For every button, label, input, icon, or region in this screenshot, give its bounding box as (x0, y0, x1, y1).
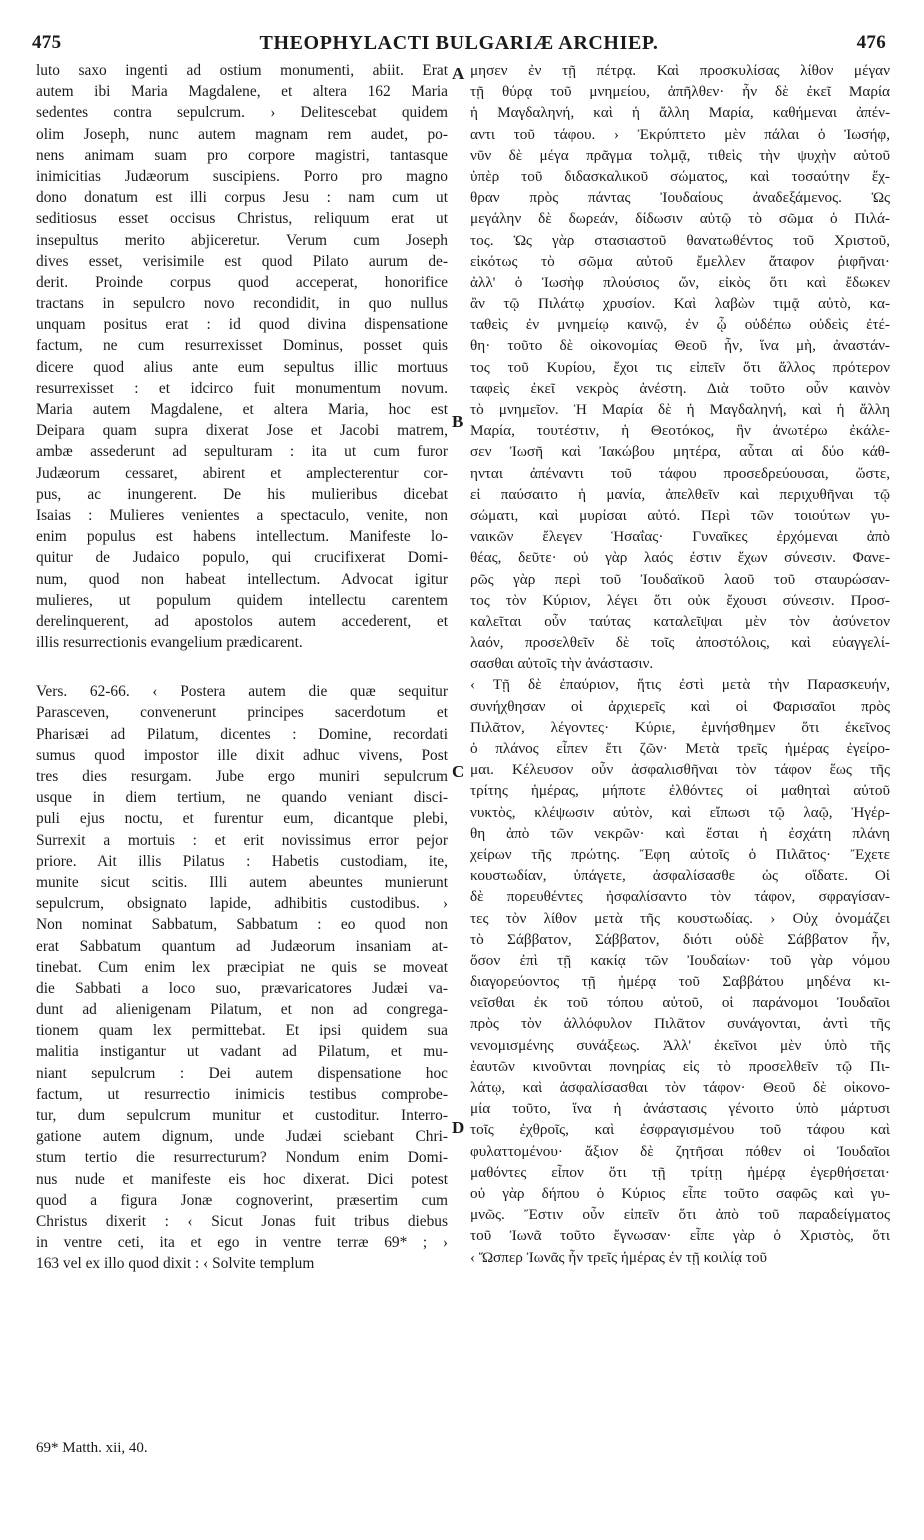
latin-text-line: insepultus merito abjiceretur. Verum cum Joseph (36, 231, 448, 249)
latin-text-line: dunt ad alienigenam Pilatum, et non ad congrega- (36, 1001, 448, 1019)
latin-text-line: tinebat. Cum enim lex præcipiat ne quis se moveat (36, 958, 448, 976)
latin-text-line: mulieres, ut populum quidem intellectu carentem (36, 591, 448, 609)
greek-text-line: τος. Ὡς γὰρ στασιαστοῦ θανατωθέντος τοῦ Χριστοῦ, (470, 231, 890, 249)
latin-text-line: munite sicut scitis. Illi autem abeuntes munierunt (36, 873, 448, 891)
margin-letter-b: B (452, 412, 464, 431)
greek-text-line: σασθαι αὐτοῖς τὴν ἀνάστασιν. (470, 655, 654, 673)
greek-text-line: μησεν ἐν τῇ πέτρᾳ. Καὶ προσκυλίσας λίθον μέγαν (470, 62, 890, 79)
greek-text-line: ‹ Τῇ δὲ ἐπαύριον, ἥτις ἐστὶ μετὰ τὴν Παρασκευήν, (470, 676, 890, 694)
greek-text-line: Μαρία, τουτέστιν, ἡ Θεοτόκος, ἣν ἀνωτέρω ἐκάλε- (470, 422, 890, 440)
greek-text-line: λαόν, προσελθεῖν δὲ τοῖς ἀποστόλοις, καὶ εὐαγγελί- (470, 634, 890, 652)
latin-text-line: Vers. 62-66. ‹ Postera autem die quæ sequitur (36, 683, 448, 701)
latin-text-line: tionem quam lex permittebat. Et ipsi quidem sua (36, 1022, 448, 1040)
latin-text-line: Surrexit a mortuis : et erit novissimus error pejor (36, 831, 448, 849)
latin-text-line: usque in diem tertium, ne quando veniant disci- (36, 789, 448, 807)
latin-text-line: Maria autem Magdalene, et altera Maria, hoc est (36, 401, 448, 418)
footnote: 69* Matth. xii, 40. (36, 1440, 148, 1456)
latin-text-line: dicere quod alius ante eum sepultus illic mortuus (36, 358, 448, 376)
greek-text-line: αντι τοῦ τάφου. › Ἐκρύπτετο μὲν πάλαι ὁ Ἰωσήφ, (470, 125, 890, 143)
greek-text-line: ταθεὶς ἐν μνημείῳ καινῷ, ἐν ᾧ οὐδέπω οὐδεὶς ἐτέ- (470, 316, 890, 334)
greek-text-line: οὐ γὰρ δήπου ὁ Κύριος εἶπε τοῦτο σαφῶς καὶ γυ- (470, 1184, 890, 1202)
greek-text-line: ὅσον ἐπὶ τῇ κακίᾳ τῶν Ἰουδαίων· τοῦ γὰρ νόμου (470, 951, 890, 969)
greek-text-line: συνήχθησαν οἱ ἀρχιερεῖς καὶ οἱ Φαρισαῖοι πρὸς (470, 697, 890, 715)
greek-text-line: νυκτὸς, κλέψωσιν αὐτὸν, καὶ εἴπωσι τῷ λαῷ, Ἠγέρ- (470, 803, 890, 821)
greek-text-line: τὸ μνημεῖον. Ἡ Μαρία δὲ ἡ Μαγδαληνή, καὶ ἡ ἄλλη (470, 401, 890, 418)
greek-text-line: μαθόντες εἶπον ὅτι τῇ τρίτῃ ἡμέρᾳ ἐγερθήσεται· (470, 1163, 890, 1181)
latin-text-line: dives esset, verisimile est quod Pilato aurum de- (36, 252, 448, 270)
greek-text-line: θραν πρὸς πάντας Ἰουδαίους ἀναδεξάμενος. Ὡς (470, 189, 890, 207)
greek-text-line: σεν Ἰωσῆ καὶ Ἰακώβου μητέρα, αὗται αἱ δύο κάθ- (470, 443, 890, 461)
greek-text-line: ηνται ἀπέναντι τοῦ τάφου προσεδρεύουσαι, ὥστε, (470, 464, 890, 482)
latin-text-line: inimicitias Judæorum suscipiens. Porro pro magno (36, 167, 448, 185)
greek-text-line: ἡ Μαγδαληνή, καὶ ἡ ἄλλη Μαρία, καθήμεναι ἀπέν- (470, 104, 890, 122)
latin-text-line: puli ejus noctu, et furentur eum, dicantque plebi, (36, 810, 448, 828)
greek-text-line: μία τοῦτο, ἵνα ἡ ἀνάστασις γένοιτο ὑπὸ μάρτυσι (470, 1100, 890, 1118)
latin-text-line: resurrexisset : et idcirco fuit monumentum novum. (36, 379, 448, 397)
latin-text-line: unquam positus erat : id quod divina dispensatione (36, 316, 448, 334)
greek-text-line: ἑαυτῶν κινοῦνται πονηρίας εἰς τὸ προσελθεῖν τῷ Πι- (470, 1057, 890, 1075)
greek-text-line: πρὸς τὸν ἀλλόφυλον Πιλᾶτον συνάγονται, ἀντὶ τῆς (470, 1015, 890, 1033)
latin-text-line: tres dies resurgam. Jube ergo muniri sepulcrum (36, 768, 448, 785)
latin-text-line: sumus quod impostor ille dixit adhuc vivens, Post (36, 746, 448, 764)
latin-text-line: Pharisæi ad Pilatum, dicentes : Domine, recordati (36, 725, 448, 743)
latin-text-line: autem ibi Maria Magdalene, et altera 162 Maria (36, 83, 448, 101)
greek-text-line: χείρων τῆς πρώτης. Ἔφη αὐτοῖς ὁ Πιλᾶτος· Ἔχετε (470, 845, 890, 863)
page-number-left: 475 (32, 32, 62, 53)
margin-letter-d: D (452, 1118, 465, 1137)
greek-text-line: τὸ Σάββατον, Σάββατον, διότι οὐδὲ Σάββατον ἦν, (470, 930, 890, 948)
latin-text-line: olim Joseph, nunc autem magnam rem audet, po- (36, 125, 448, 143)
greek-text-line: μνῶς. Ἔστιν οὖν εἰπεῖν ὅτι ἀπὸ τοῦ παραδείγματος (470, 1206, 890, 1224)
greek-text-line: φυλαττομένου· ἄξιον δὲ ζητῆσαι πόθεν οἱ Ἰουδαῖοι (470, 1142, 890, 1160)
page-number-right: 476 (856, 32, 886, 53)
greek-text-line: σώματι, καὶ μυρίσαι αὐτό. Περὶ τῶν τοιούτων γυ- (470, 506, 890, 524)
greek-text-line: ὑπὲρ τοῦ διδασκαλικοῦ σώματος, καὶ τοσαύτην ἔχ- (470, 167, 890, 185)
latin-text-line: quod a figura Jonæ cognoverint, præsertim cum (36, 1191, 448, 1209)
latin-text-line: luto saxo ingenti ad ostium monumenti, abiit. Erat (36, 62, 448, 79)
latin-column (36, 60, 448, 1275)
greek-text-line: ναικῶν ἔλεγεν Ἡσαΐας· Γυναῖκες ἐρχόμεναι ἀπὸ (470, 528, 890, 546)
greek-text-line: καλεῖται οὖν ταύτας καταλεῖψαι μὲν τὸν ἀσύνετον (470, 612, 890, 630)
greek-text-line: μαι. Κέλευσον οὖν ἀσφαλισθῆναι τὸν τάφον ἕως τῆς (470, 761, 890, 779)
latin-text-line: Christus dixerit : ‹ Sicut Jonas fuit tribus diebus (36, 1212, 448, 1230)
greek-text-line: Πιλᾶτον, λέγοντες· Κύριε, ἐμνήσθημεν ὅτι ἐκεῖνος (470, 718, 890, 736)
greek-text-line: νενομισμένης συνάξεως. Ἀλλ' ἐκεῖνοι μὲν ὑπὸ τῆς (470, 1036, 890, 1054)
latin-text-line: tur, dum sepulcrum munitur et custoditur. Interro- (36, 1107, 448, 1124)
greek-text-line: εἰκότως τὸ σῶμα αὐτοῦ ἔμελλεν ἄταφον ῥιφῆναι· (470, 252, 890, 270)
latin-text-line: Deipara quam supra dixerat Jose et Jacobi matrem, (36, 422, 448, 440)
latin-text-line: factum, ut resurrectio inimicis testibus comprobe- (36, 1085, 448, 1103)
page-header (32, 32, 886, 60)
latin-text-line: factum, ne cum resurrexisset Dominus, posset quis (36, 337, 448, 355)
greek-text-line: θη ἀπὸ τῶν νεκρῶν· καὶ ἔσται ἡ ἐσχάτη πλάνη (470, 824, 890, 842)
greek-text-line: διαγορεύοντος τῇ ἡμέρᾳ τοῦ Σαββάτου μηδένα κι- (470, 973, 890, 991)
greek-text-line: λάτῳ, καὶ ἀσφαλίσασθαι τὸν τάφον· Θεοῦ δὲ οἰκονο- (470, 1079, 890, 1096)
greek-text-line: τρίτης ἡμέρας, μήποτε ἐλθόντες οἱ μαθηταὶ αὐτοῦ (470, 782, 890, 800)
latin-text-line: Non nominat Sabbatum, Sabbatum : eo quod non (36, 916, 448, 934)
latin-text-line: erat Sabbatum quantum ad Judæorum insaniam at- (36, 937, 448, 955)
latin-text-line: derelinquerent, ad apostolos autem accederent, et (36, 612, 448, 630)
latin-text-line: num, quod non habeat intellectum. Advocat igitur (36, 570, 448, 588)
latin-text-line: Parasceven, convenerunt principes sacerdotum et (36, 704, 448, 722)
latin-text-line: niant sepulcrum : Dei autem dispensatione hoc (36, 1064, 448, 1082)
latin-text-line: derit. Proinde corpus quod acceperat, honorifice (36, 273, 448, 291)
paragraph-gap (36, 653, 448, 681)
margin-letter-c: C (452, 762, 465, 781)
greek-text-line: ἂν τῷ Πιλάτῳ χρυσίον. Καὶ λαβὼν τιμᾷ αὐτὸ, κα- (470, 295, 890, 313)
greek-text-line: τοῖς ἐχθροῖς, καὶ ἐσφραγισμένου τοῦ τάφου καὶ (470, 1121, 890, 1139)
greek-text-line: ὁ πλάνος εἶπεν ἔτι ζῶν· Μετὰ τρεῖς ἡμέρας ἐγείρο- (470, 740, 890, 757)
latin-text-line: nens animam suam pro corpore magistri, tantasque (36, 146, 448, 164)
latin-text-line: die Sabbati a loco suo, prævaricatores Judæi va- (36, 979, 448, 997)
latin-text-line: illis resurrectionis evangelium prædicarent. (36, 634, 303, 652)
latin-text-line: pus, ac inungerent. De his mulieribus dicebat (36, 485, 448, 503)
latin-text-line: Isaias : Mulieres venientes a spectaculo, venite, non (36, 506, 448, 524)
greek-text-line: ἀλλ' ὁ Ἰωσὴφ πλούσιος ὤν, εἰκὸς ὅτι καὶ ἔδωκεν (470, 273, 890, 291)
latin-text-line: malitia instigantur ut vadant ad Pilatum, et mu- (36, 1043, 448, 1061)
latin-text-line: sedentes contra sepulcrum. › Delitescebat quidem (36, 104, 448, 122)
greek-text-line: τοῦ Ἰωνᾶ τοῦτο ἔγνωσαν· εἶπε γὰρ ὁ Χριστὸς, ὅτι (470, 1227, 890, 1245)
greek-text-line: τες τὸν λίθον μετὰ τῆς κουστωδίας. › Οὐχ ὀνομάζει (470, 909, 890, 927)
greek-text-line: τος τὸν Κύριον, λέγει ὅτι οὐκ ἔχουσι σύνεσιν. Προσ- (470, 591, 890, 609)
latin-text-line: Judæorum cessaret, abirent et amplecterentur cor- (36, 464, 448, 482)
greek-text-line: νῦν δὲ μέγα πρᾶγμα τολμᾷ, τιθεὶς τὴν ψυχὴν αὐτοῦ (470, 146, 890, 164)
running-title: THEOPHYLACTI BULGARIÆ ARCHIEP. (259, 32, 659, 54)
greek-column (470, 60, 890, 1268)
latin-text-line: ambæ assederunt ad sepulturam : ita ut cum furor (36, 443, 448, 461)
greek-text-line: τος τοῦ Κυρίου, ἔχοι τις εἰπεῖν ὅτι ἄλλος πρότερον (470, 358, 890, 376)
latin-text-line: nus nude et manifeste eis hoc dixerat. Dici potest (36, 1170, 448, 1188)
latin-text-line: enim populus est habens intellectum. Manifeste lo- (36, 528, 448, 546)
greek-text-line: εἰ παύσαιτο ἡ μανία, ἀπελθεῖν καὶ περιχυθῆναι τῷ (470, 485, 890, 503)
greek-text-line: θέας, δεῦτε· οὐ γὰρ λαός ἐστιν ἔχων σύνεσιν. Φανε- (470, 549, 890, 567)
greek-text-line: θη· τοῦτο δὲ οἰκονομίας Θεοῦ ἦν, ἵνα μὴ, ἀναστάν- (470, 337, 890, 355)
latin-text-line: priore. Ait illis Pilatus : Habetis custodiam, ite, (36, 852, 448, 870)
latin-text-line: sepulcrum, obsignato lapide, adhibitis custodibus. › (36, 895, 448, 913)
margin-letter-a: A (452, 64, 465, 83)
greek-text-line: τῇ θύρᾳ τοῦ μνημείου, ἀπῆλθεν· ἦν δὲ ἐκεῖ Μαρία (470, 83, 890, 101)
greek-text-line: δὲ πορευθέντες ἠσφαλίσαντο τὸν τάφον, σφραγίσαν- (470, 888, 890, 906)
latin-text-line: dono donatum est illi corpus Jesu : nam cum ut (36, 189, 448, 207)
greek-text-line: νεῖσθαι ἐκ τοῦ τόπου αὐτοῦ, οἱ παράνομοι Ἰουδαῖοι (470, 994, 890, 1012)
latin-text-line: in ventre ceti, ita et ego in ventre terræ 69* ; › (36, 1234, 448, 1252)
greek-text-line: ταφεὶς ἐκεῖ νεκρὸς ἀνέστη. Διὰ τοῦτο οὖν καινὸν (470, 379, 890, 397)
latin-text-line: 163 vel ex illo quod dixit : ‹ Solvite templum (36, 1255, 315, 1273)
greek-text-line: μεγάλην δὲ δωρεάν, δίδωσιν αὐτῷ τὸ σῶμα ὁ Πιλά- (470, 210, 890, 228)
latin-text-line: stum tertio die resurrecturum? Nondum enim Domi- (36, 1149, 448, 1167)
greek-text-line: κουστωδίαν, ὑπάγετε, ἀσφαλίσασθε ὡς οἴδατε. Οἱ (470, 867, 890, 885)
latin-text-line: quitur de Judaico populo, qui crucifixerat Domi- (36, 549, 448, 567)
latin-text-line: seditiosus esset occisus Christus, reliquum erat ut (36, 210, 448, 228)
latin-text-line: tractans in sepulcro novo recondidit, in quo nullus (36, 295, 448, 313)
greek-text-line: ρῶς γὰρ περὶ τοῦ Ἰουδαϊκοῦ λαοῦ τοῦ σταυρώσαν- (470, 570, 890, 588)
greek-text-line: ‹ Ὥσπερ Ἰωνᾶς ἦν τρεῖς ἡμέρας ἐν τῇ κοιλίᾳ τοῦ (470, 1248, 768, 1266)
latin-text-line: gatione autem dignum, unde Judæi sciebant Chri- (36, 1128, 448, 1146)
